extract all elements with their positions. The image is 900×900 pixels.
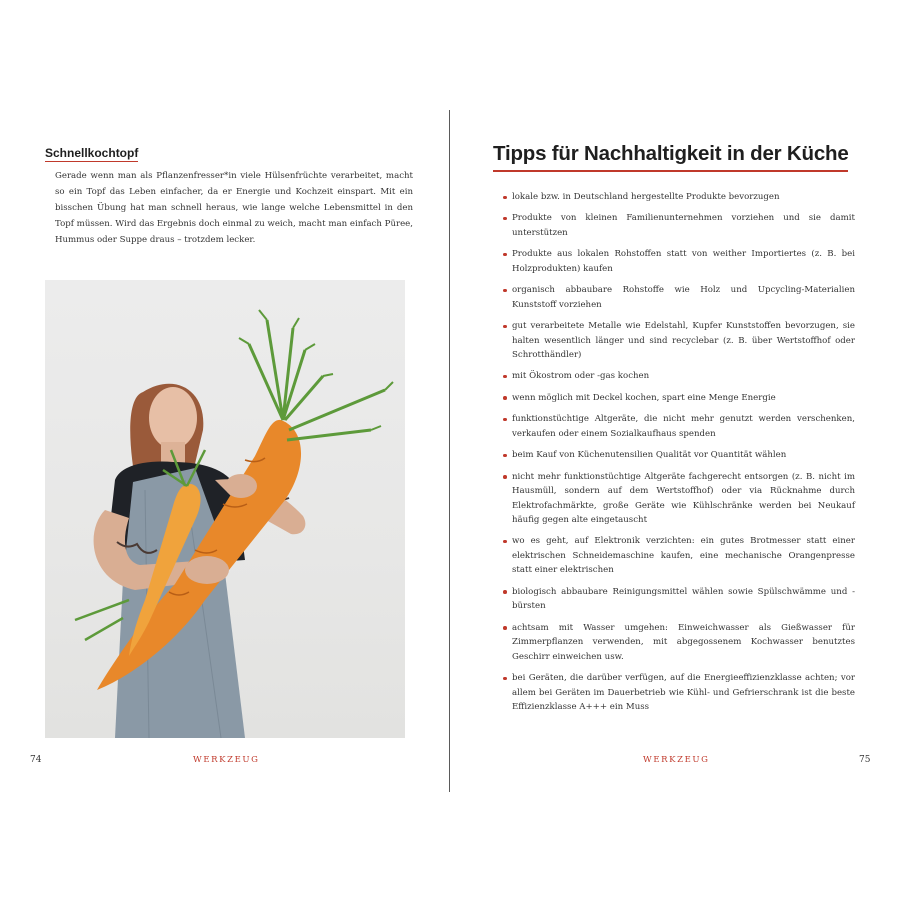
section-heading: Schnellkochtopf — [45, 146, 139, 160]
list-item: funktionstüchtige Altgeräte, die nicht mehr genutzt werden verschenken, verkaufen oder einem Sozialkaufhaus spenden — [503, 412, 855, 441]
list-item: Produkte von kleinen Familienunternehmen vorziehen und sie damit unterstützen — [503, 211, 855, 240]
page-number-left: 74 — [30, 755, 42, 765]
list-item: gut verarbeitete Metalle wie Edelstahl, Kupfer Kunststoffen bevorzugen, sie halten wesentlich länger und sind recyclebar (z. B. über Wertstoffhof oder Schrotthändler) — [503, 319, 855, 363]
list-item: wo es geht, auf Elektronik verzichten: ein gutes Brotmesser statt einer elektrischen Schneidemaschine kaufen, eine mechanische Orangenpresse statt einer elektrischen — [503, 534, 855, 578]
list-item: achtsam mit Wasser umgehen: Einweichwasser als Gießwasser für Zimmerpflanzen verwenden, mit abgegossenem Kochwasser benutztes Geschirr einweichen usw. — [503, 621, 855, 665]
running-head-left: WERKZEUG — [193, 755, 260, 765]
list-item: bei Geräten, die darüber verfügen, auf die Energieeffizienzklasse achten; vor allem bei Geräten im Dauerbetrieb wie Kühl- und Gefrierschrank ist die beste Effizienzklasse A+++ ein Muss — [503, 671, 855, 715]
gutter-divider — [449, 110, 450, 792]
list-item: beim Kauf von Küchenutensilien Qualität vor Quantität wählen — [503, 448, 855, 463]
list-item: nicht mehr funktionstüchtige Altgeräte fachgerecht entsorgen (z. B. nicht im Hausmüll, sondern auf dem Wertstoffhof) oder via Rücknahme durch Elektrofachmärkte, große Geräte wie Kühlschränke werden bei Neukauf häufig gegen alte eingetauscht — [503, 470, 855, 528]
list-item: lokale bzw. in Deutschland hergestellte Produkte bevorzugen — [503, 190, 855, 205]
running-head-right: WERKZEUG — [643, 755, 710, 765]
list-item: wenn möglich mit Deckel kochen, spart eine Menge Energie — [503, 391, 855, 406]
list-item: biologisch abbaubare Reinigungsmittel wählen sowie Spülschwämme und -bürsten — [503, 585, 855, 614]
carrot-illustration — [45, 280, 405, 738]
page-title: Tipps für Nachhaltigkeit in der Küche — [493, 142, 849, 165]
page-number-right: 75 — [859, 755, 871, 765]
tips-list — [503, 190, 855, 721]
intro-paragraph: Gerade wenn man als Pflanzenfresser*in viele Hülsenfrüchte verarbeitet, macht so ein Topf das Leben einfacher, da er Energie und Kochzeit einspart. Mit ein bisschen Übung hat man schnell heraus, wie lange welche Lebensmittel in den Topf müssen. Wird das Ergebnis doch einmal zu weich, macht man einfach Püree, Hummus oder Suppe draus – trotzdem lecker. — [55, 171, 413, 245]
list-item: Produkte aus lokalen Rohstoffen statt von weither Importiertes (z. B. bei Holzprodukten) kaufen — [503, 247, 855, 276]
list-item: organisch abbaubare Rohstoffe wie Holz und Upcycling-Materialien Kunststoff vorziehen — [503, 283, 855, 312]
title-underline — [493, 170, 848, 172]
photo-woman-with-carrot — [45, 280, 405, 738]
list-item: mit Ökostrom oder -gas kochen — [503, 369, 855, 384]
